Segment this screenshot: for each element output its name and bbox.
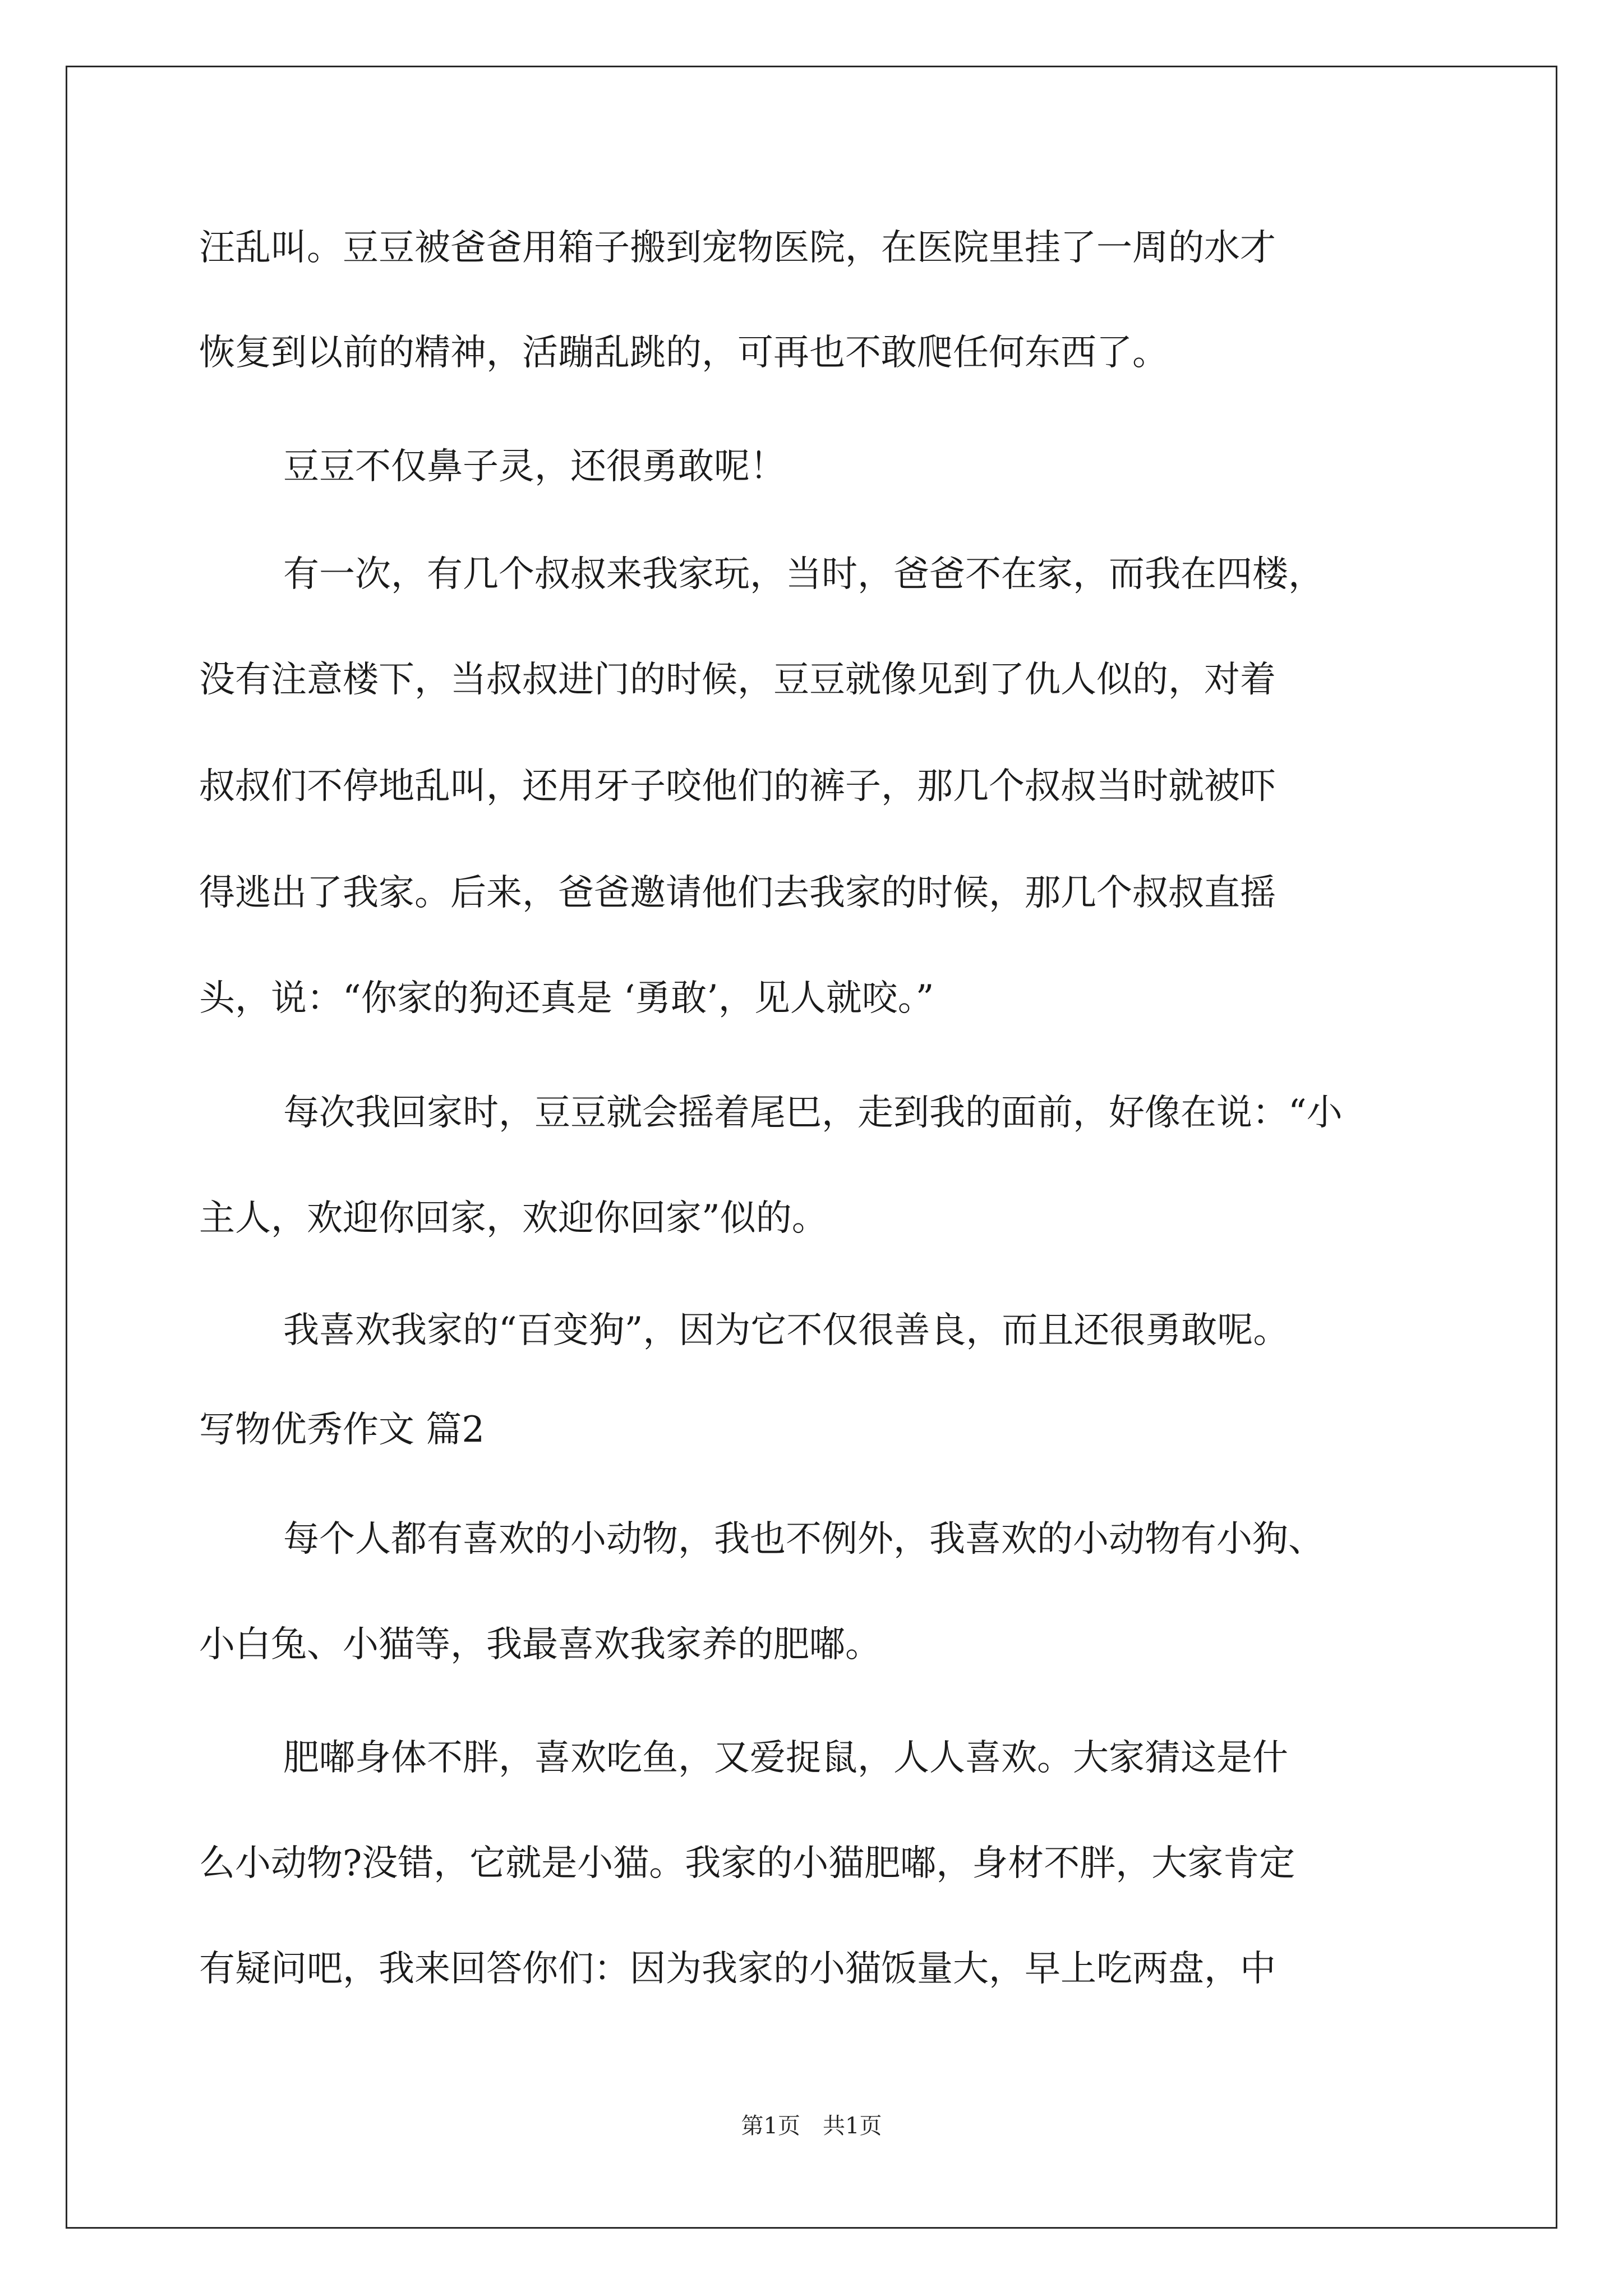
text-line-3: 豆豆不仅鼻子灵，还很勇敢呢！: [283, 446, 786, 487]
page-footer: 第1页 共1页: [741, 2113, 882, 2139]
text-line-15: 肥嘟身体不胖，喜欢吃鱼，又爱捉鼠，人人喜欢。大家猜这是什: [283, 1737, 1288, 1779]
text-line-8: 头，说：“你家的狗还真是 ‘勇敢’，见人就咬。”: [199, 978, 934, 1019]
text-line-2: 恢复到以前的精神，活蹦乱跳的，可再也不敢爬任何东西了。: [199, 332, 1168, 374]
text-line-1: 汪乱叫。豆豆被爸爸用箱子搬到宠物医院，在医院里挂了一周的水才: [199, 227, 1276, 269]
text-line-7: 得逃出了我家。后来，爸爸邀请他们去我家的时候，那几个叔叔直摇: [199, 872, 1276, 914]
text-line-9: 每次我回家时，豆豆就会摇着尾巴，走到我的面前，好像在说：“小: [283, 1092, 1343, 1134]
text-line-11: 我喜欢我家的“百变狗”，因为它不仅很善良，而且还很勇敢呢。: [283, 1310, 1289, 1351]
page-border: [66, 66, 1557, 2229]
text-line-13: 每个人都有喜欢的小动物，我也不例外，我喜欢的小动物有小狗、: [283, 1519, 1324, 1560]
text-line-4: 有一次，有几个叔叔来我家玩，当时，爸爸不在家，而我在四楼，: [283, 554, 1324, 595]
text-line-17: 有疑问吧，我来回答你们：因为我家的小猫饭量大，早上吃两盘，中: [199, 1948, 1276, 1990]
section-heading: 写物优秀作文 篇2: [199, 1409, 485, 1451]
text-line-14: 小白兔、小猫等，我最喜欢我家养的肥嘟。: [199, 1624, 881, 1665]
text-line-16: 么小动物?没错，它就是小猫。我家的小猫肥嘟，身材不胖，大家肯定: [199, 1843, 1295, 1884]
text-line-6: 叔叔们不停地乱叫，还用牙子咬他们的裤子，那几个叔叔当时就被吓: [199, 766, 1276, 807]
text-line-10: 主人，欢迎你回家，欢迎你回家”似的。: [199, 1198, 828, 1239]
text-line-5: 没有注意楼下，当叔叔进门的时候，豆豆就像见到了仇人似的，对着: [199, 659, 1276, 701]
